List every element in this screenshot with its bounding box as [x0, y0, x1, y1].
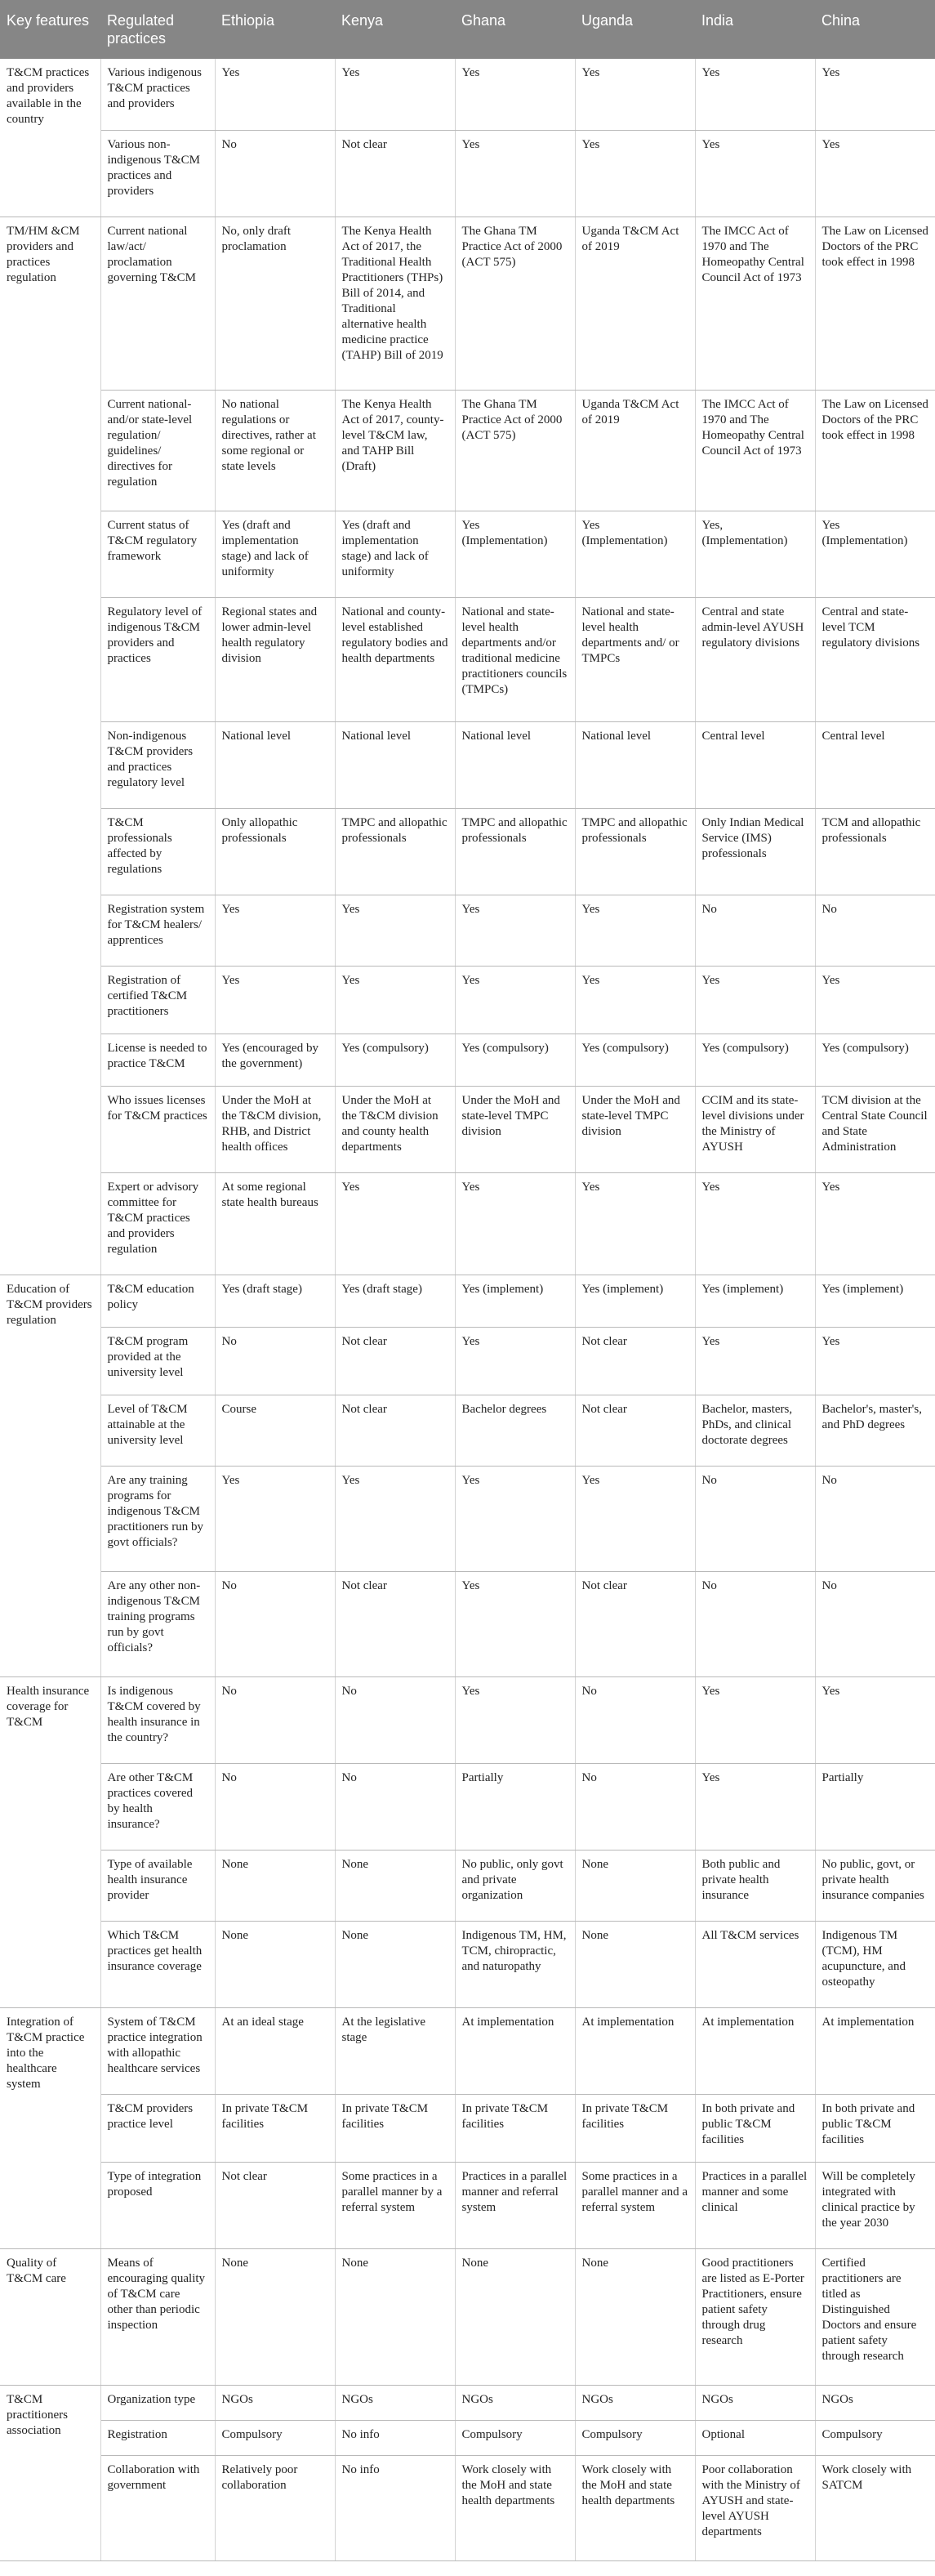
cell-uganda: Yes (implement) — [575, 1275, 695, 1327]
cell-uganda: None — [575, 1921, 695, 2007]
cell-ethiopia: Only allopathic professionals — [215, 808, 335, 895]
cell-uganda: Yes (compulsory) — [575, 1034, 695, 1086]
cell-ethiopia: No — [215, 130, 335, 217]
cell-kenya: NGOs — [335, 2385, 455, 2420]
cell-india: Yes (compulsory) — [695, 1034, 815, 1086]
key-feature-cell: Health insurance coverage for T&CM — [0, 1676, 100, 2007]
table-row — [0, 808, 935, 895]
cell-ghana: The Ghana TM Practice Act of 2000 (ACT 575) — [455, 390, 575, 511]
cell-uganda: Not clear — [575, 1395, 695, 1466]
regulated-practice-cell: Are any other non-indigenous T&CM training programs run by govt officials? — [100, 1571, 215, 1676]
cell-china: No — [815, 1571, 935, 1676]
cell-india: The IMCC Act of 1970 and The Homeopathy Central Council Act of 1973 — [695, 390, 815, 511]
key-feature-cell: Education of T&CM providers regulation — [0, 1275, 100, 1676]
table-row — [0, 390, 935, 511]
table-row — [0, 1571, 935, 1676]
cell-ethiopia: Not clear — [215, 2162, 335, 2248]
cell-kenya: TMPC and allopathic professionals — [335, 808, 455, 895]
cell-china: Yes — [815, 966, 935, 1034]
header-kenya: Kenya — [335, 0, 455, 59]
regulated-practice-cell: T&CM education policy — [100, 1275, 215, 1327]
cell-uganda: Yes — [575, 1466, 695, 1571]
cell-india: Practices in a parallel manner and some clinical — [695, 2162, 815, 2248]
header-uganda: Uganda — [575, 0, 695, 59]
key-feature-cell: TM/HM &CM providers and practices regulation — [0, 217, 100, 1275]
cell-uganda: No — [575, 1763, 695, 1850]
cell-kenya: At the legislative stage — [335, 2007, 455, 2094]
cell-ghana: Indigenous TM, HM, TCM, chiropractic, and naturopathy — [455, 1921, 575, 2007]
cell-ghana: Yes — [455, 895, 575, 966]
table-header — [0, 0, 935, 59]
cell-ethiopia: Relatively poor collaboration — [215, 2455, 335, 2560]
regulated-practice-cell: Means of encouraging quality of T&CM care other than periodic inspection — [100, 2248, 215, 2385]
cell-uganda: Uganda T&CM Act of 2019 — [575, 390, 695, 511]
cell-ghana: Yes (Implementation) — [455, 511, 575, 597]
cell-china: Yes (Implementation) — [815, 511, 935, 597]
regulated-practice-cell: Current national law/act/ proclamation governing T&CM — [100, 217, 215, 390]
regulated-practice-cell: System of T&CM practice integration with allopathic healthcare services — [100, 2007, 215, 2094]
table-row — [0, 2248, 935, 2385]
table-row — [0, 597, 935, 721]
cell-china: No public, govt, or private health insurance companies — [815, 1850, 935, 1921]
header-ethiopia: Ethiopia — [215, 0, 335, 59]
cell-kenya: Not clear — [335, 130, 455, 217]
cell-india: The IMCC Act of 1970 and The Homeopathy Central Council Act of 1973 — [695, 217, 815, 390]
cell-uganda: Some practices in a parallel manner and a referral system — [575, 2162, 695, 2248]
regulated-practice-cell: Which T&CM practices get health insurance coverage — [100, 1921, 215, 2007]
table-body — [0, 59, 935, 2560]
cell-china: NGOs — [815, 2385, 935, 2420]
cell-china: Partially — [815, 1763, 935, 1850]
cell-china: The Law on Licensed Doctors of the PRC took effect in 1998 — [815, 390, 935, 511]
cell-uganda: Yes — [575, 1172, 695, 1275]
cell-kenya: None — [335, 2248, 455, 2385]
cell-kenya: The Kenya Health Act of 2017, the Traditional Health Practitioners (THPs) Bill of 2014, and Traditional alternative health medicine practice (TAHP) Bill of 2019 — [335, 217, 455, 390]
cell-kenya: Yes — [335, 895, 455, 966]
cell-china: Bachelor's, master's, and PhD degrees — [815, 1395, 935, 1466]
regulated-practice-cell: Organization type — [100, 2385, 215, 2420]
cell-ghana: Yes (compulsory) — [455, 1034, 575, 1086]
cell-china: Yes (compulsory) — [815, 1034, 935, 1086]
table-row — [0, 217, 935, 390]
table-row — [0, 511, 935, 597]
table-row — [0, 895, 935, 966]
cell-ghana: Yes — [455, 1676, 575, 1763]
cell-ethiopia: Course — [215, 1395, 335, 1466]
regulated-practice-cell: Who issues licenses for T&CM practices — [100, 1086, 215, 1172]
cell-india: Yes, (Implementation) — [695, 511, 815, 597]
cell-uganda: Uganda T&CM Act of 2019 — [575, 217, 695, 390]
regulated-practice-cell: Registration system for T&CM healers/ apprentices — [100, 895, 215, 966]
cell-uganda: National and state-level health departments and/ or TMPCs — [575, 597, 695, 721]
regulated-practice-cell: Are other T&CM practices covered by health insurance? — [100, 1763, 215, 1850]
cell-india: Yes — [695, 59, 815, 130]
table-row — [0, 130, 935, 217]
cell-ethiopia: Yes — [215, 966, 335, 1034]
cell-ethiopia: Yes (draft stage) — [215, 1275, 335, 1327]
cell-ethiopia: National level — [215, 721, 335, 808]
cell-india: At implementation — [695, 2007, 815, 2094]
cell-ghana: Yes — [455, 1466, 575, 1571]
cell-ethiopia: No national regulations or directives, rather at some regional or state levels — [215, 390, 335, 511]
cell-ethiopia: None — [215, 2248, 335, 2385]
cell-uganda: NGOs — [575, 2385, 695, 2420]
cell-ghana: National and state-level health departments and/or traditional medicine practitioners councils (TMPCs) — [455, 597, 575, 721]
cell-ghana: Yes — [455, 1571, 575, 1676]
cell-china: Central level — [815, 721, 935, 808]
regulated-practice-cell: Level of T&CM attainable at the university level — [100, 1395, 215, 1466]
cell-kenya: Yes (compulsory) — [335, 1034, 455, 1086]
cell-uganda: Yes (Implementation) — [575, 511, 695, 597]
cell-china: The Law on Licensed Doctors of the PRC took effect in 1998 — [815, 217, 935, 390]
cell-uganda: Not clear — [575, 1571, 695, 1676]
cell-china: Work closely with SATCM — [815, 2455, 935, 2560]
regulated-practice-cell: Are any training programs for indigenous T&CM practitioners run by govt officials? — [100, 1466, 215, 1571]
cell-kenya: Yes — [335, 1466, 455, 1571]
cell-ghana: No public, only govt and private organization — [455, 1850, 575, 1921]
cell-uganda: Yes — [575, 130, 695, 217]
cell-ethiopia: No — [215, 1327, 335, 1395]
cell-ghana: Practices in a parallel manner and referral system — [455, 2162, 575, 2248]
cell-china: Yes — [815, 1327, 935, 1395]
cell-ghana: Yes — [455, 1172, 575, 1275]
cell-china: Certified practitioners are titled as Distinguished Doctors and ensure patient safety through research — [815, 2248, 935, 2385]
cell-uganda: TMPC and allopathic professionals — [575, 808, 695, 895]
cell-kenya: No — [335, 1676, 455, 1763]
cell-china: Yes — [815, 59, 935, 130]
cell-india: Both public and private health insurance — [695, 1850, 815, 1921]
cell-uganda: Yes — [575, 59, 695, 130]
cell-uganda: None — [575, 1850, 695, 1921]
table-row — [0, 2455, 935, 2560]
cell-china: No — [815, 1466, 935, 1571]
cell-kenya: No — [335, 1763, 455, 1850]
cell-kenya: National and county-level established regulatory bodies and health departments — [335, 597, 455, 721]
cell-ethiopia: Regional states and lower admin-level health regulatory division — [215, 597, 335, 721]
cell-ethiopia: Yes — [215, 59, 335, 130]
cell-india: Yes — [695, 1172, 815, 1275]
header-regulated-practices: Regulated practices — [100, 0, 215, 59]
cell-india: No — [695, 1571, 815, 1676]
cell-india: Yes — [695, 130, 815, 217]
cell-kenya: Not clear — [335, 1571, 455, 1676]
cell-kenya: None — [335, 1921, 455, 2007]
cell-india: Yes — [695, 966, 815, 1034]
cell-india: Bachelor, masters, PhDs, and clinical doctorate degrees — [695, 1395, 815, 1466]
cell-ethiopia: No — [215, 1571, 335, 1676]
cell-india: No — [695, 1466, 815, 1571]
regulated-practice-cell: T&CM program provided at the university level — [100, 1327, 215, 1395]
regulated-practice-cell: Non-indigenous T&CM providers and practices regulatory level — [100, 721, 215, 808]
cell-india: Yes (implement) — [695, 1275, 815, 1327]
cell-kenya: None — [335, 1850, 455, 1921]
cell-uganda: At implementation — [575, 2007, 695, 2094]
cell-uganda: Yes — [575, 966, 695, 1034]
cell-india: Yes — [695, 1676, 815, 1763]
table-row — [0, 1921, 935, 2007]
cell-uganda: Under the MoH and state-level TMPC division — [575, 1086, 695, 1172]
cell-india: Yes — [695, 1763, 815, 1850]
table-row — [0, 966, 935, 1034]
regulated-practice-cell: Various indigenous T&CM practices and providers — [100, 59, 215, 130]
cell-ghana: The Ghana TM Practice Act of 2000 (ACT 575) — [455, 217, 575, 390]
cell-india: Central level — [695, 721, 815, 808]
cell-kenya: The Kenya Health Act of 2017, county-level T&CM law, and TAHP Bill (Draft) — [335, 390, 455, 511]
table-row — [0, 2162, 935, 2248]
table-row — [0, 1395, 935, 1466]
cell-ethiopia: None — [215, 1921, 335, 2007]
header-india: India — [695, 0, 815, 59]
table-row — [0, 721, 935, 808]
cell-india: Only Indian Medical Service (IMS) professionals — [695, 808, 815, 895]
cell-china: Yes (implement) — [815, 1275, 935, 1327]
table-row — [0, 1676, 935, 1763]
key-feature-cell: Integration of T&CM practice into the healthcare system — [0, 2007, 100, 2248]
table-row — [0, 2007, 935, 2094]
cell-ghana: None — [455, 2248, 575, 2385]
cell-kenya: Not clear — [335, 1395, 455, 1466]
cell-kenya: National level — [335, 721, 455, 808]
cell-ethiopia: Compulsory — [215, 2420, 335, 2455]
cell-uganda: In private T&CM facilities — [575, 2094, 695, 2162]
cell-kenya: In private T&CM facilities — [335, 2094, 455, 2162]
cell-ghana: Yes — [455, 966, 575, 1034]
regulated-practice-cell: T&CM providers practice level — [100, 2094, 215, 2162]
header-china: China — [815, 0, 935, 59]
cell-ethiopia: Yes — [215, 1466, 335, 1571]
cell-ghana: Bachelor degrees — [455, 1395, 575, 1466]
regulated-practice-cell: Is indigenous T&CM covered by health insurance in the country? — [100, 1676, 215, 1763]
cell-kenya: Yes — [335, 1172, 455, 1275]
cell-ghana: Yes — [455, 130, 575, 217]
cell-india: No — [695, 895, 815, 966]
cell-india: CCIM and its state-level divisions under the Ministry of AYUSH — [695, 1086, 815, 1172]
cell-ghana: Yes (implement) — [455, 1275, 575, 1327]
regulated-practice-cell: Collaboration with government — [100, 2455, 215, 2560]
cell-china: Compulsory — [815, 2420, 935, 2455]
cell-ethiopia: At an ideal stage — [215, 2007, 335, 2094]
header-ghana: Ghana — [455, 0, 575, 59]
cell-kenya: Yes — [335, 59, 455, 130]
table-row — [0, 1086, 935, 1172]
regulated-practice-cell: Expert or advisory committee for T&CM practices and providers regulation — [100, 1172, 215, 1275]
regulated-practice-cell: Various non-indigenous T&CM practices and providers — [100, 130, 215, 217]
regulated-practice-cell: Registration of certified T&CM practitioners — [100, 966, 215, 1034]
table-row — [0, 1850, 935, 1921]
cell-china: TCM and allopathic professionals — [815, 808, 935, 895]
cell-ghana: At implementation — [455, 2007, 575, 2094]
cell-uganda: National level — [575, 721, 695, 808]
cell-china: No — [815, 895, 935, 966]
cell-ethiopia: NGOs — [215, 2385, 335, 2420]
key-feature-cell: T&CM practices and providers available in the country — [0, 59, 100, 217]
regulated-practice-cell: Type of available health insurance provider — [100, 1850, 215, 1921]
cell-ethiopia: No, only draft proclamation — [215, 217, 335, 390]
regulated-practice-cell: Regulatory level of indigenous T&CM providers and practices — [100, 597, 215, 721]
regulated-practice-cell: Registration — [100, 2420, 215, 2455]
cell-ethiopia: Yes (encouraged by the government) — [215, 1034, 335, 1086]
cell-ethiopia: Yes — [215, 895, 335, 966]
cell-kenya: Yes — [335, 966, 455, 1034]
regulated-practice-cell: License is needed to practice T&CM — [100, 1034, 215, 1086]
cell-ethiopia: No — [215, 1763, 335, 1850]
cell-ghana: Compulsory — [455, 2420, 575, 2455]
table-row — [0, 59, 935, 130]
cell-kenya: Under the MoH at the T&CM division and county health departments — [335, 1086, 455, 1172]
cell-india: NGOs — [695, 2385, 815, 2420]
header-row — [0, 0, 935, 59]
cell-kenya: Some practices in a parallel manner by a referral system — [335, 2162, 455, 2248]
cell-ghana: Partially — [455, 1763, 575, 1850]
cell-ghana: Work closely with the MoH and state health departments — [455, 2455, 575, 2560]
cell-ghana: Yes — [455, 1327, 575, 1395]
cell-india: Good practitioners are listed as E-Porter Practitioners, ensure patient safety through drug research — [695, 2248, 815, 2385]
cell-ghana: TMPC and allopathic professionals — [455, 808, 575, 895]
cell-uganda: Yes — [575, 895, 695, 966]
cell-china: Central and state-level TCM regulatory divisions — [815, 597, 935, 721]
regulated-practice-cell: Current national- and/or state-level regulation/ guidelines/ directives for regulation — [100, 390, 215, 511]
cell-china: Indigenous TM (TCM), HM acupuncture, and osteopathy — [815, 1921, 935, 2007]
cell-india: Yes — [695, 1327, 815, 1395]
cell-ghana: Yes — [455, 59, 575, 130]
header-key-features: Key features — [0, 0, 100, 59]
key-feature-cell: T&CM practitioners association — [0, 2385, 100, 2560]
table-row — [0, 1275, 935, 1327]
cell-china: At implementation — [815, 2007, 935, 2094]
table-row — [0, 2094, 935, 2162]
cell-kenya: Yes (draft and implementation stage) and lack of uniformity — [335, 511, 455, 597]
table-row — [0, 1466, 935, 1571]
cell-kenya: Not clear — [335, 1327, 455, 1395]
cell-uganda: None — [575, 2248, 695, 2385]
cell-india: Optional — [695, 2420, 815, 2455]
cell-uganda: Work closely with the MoH and state health departments — [575, 2455, 695, 2560]
cell-china: Yes — [815, 1172, 935, 1275]
cell-china: Yes — [815, 130, 935, 217]
cell-ethiopia: In private T&CM facilities — [215, 2094, 335, 2162]
table-row — [0, 1172, 935, 1275]
cell-china: In both private and public T&CM facilities — [815, 2094, 935, 2162]
cell-india: Poor collaboration with the Ministry of AYUSH and state-level AYUSH departments — [695, 2455, 815, 2560]
cell-kenya: No info — [335, 2455, 455, 2560]
cell-kenya: No info — [335, 2420, 455, 2455]
cell-uganda: Compulsory — [575, 2420, 695, 2455]
regulated-practice-cell: Current status of T&CM regulatory framework — [100, 511, 215, 597]
table-row — [0, 2420, 935, 2455]
cell-ethiopia: Under the MoH at the T&CM division, RHB, and District health offices — [215, 1086, 335, 1172]
cell-uganda: Not clear — [575, 1327, 695, 1395]
cell-uganda: No — [575, 1676, 695, 1763]
table-row — [0, 1034, 935, 1086]
key-feature-cell: Quality of T&CM care — [0, 2248, 100, 2385]
cell-ethiopia: No — [215, 1676, 335, 1763]
regulated-practice-cell: Type of integration proposed — [100, 2162, 215, 2248]
cell-ghana: Under the MoH and state-level TMPC division — [455, 1086, 575, 1172]
table-row — [0, 2385, 935, 2420]
regulated-practice-cell: T&CM professionals affected by regulations — [100, 808, 215, 895]
cell-china: Yes — [815, 1676, 935, 1763]
cell-ethiopia: Yes (draft and implementation stage) and lack of uniformity — [215, 511, 335, 597]
cell-china: TCM division at the Central State Council and State Administration — [815, 1086, 935, 1172]
cell-india: All T&CM services — [695, 1921, 815, 2007]
cell-ghana: National level — [455, 721, 575, 808]
table-row — [0, 1327, 935, 1395]
cell-kenya: Yes (draft stage) — [335, 1275, 455, 1327]
table-row — [0, 1763, 935, 1850]
cell-india: In both private and public T&CM facilities — [695, 2094, 815, 2162]
cell-ethiopia: None — [215, 1850, 335, 1921]
cell-india: Central and state admin-level AYUSH regulatory divisions — [695, 597, 815, 721]
cell-china: Will be completely integrated with clinical practice by the year 2030 — [815, 2162, 935, 2248]
cell-ethiopia: At some regional state health bureaus — [215, 1172, 335, 1275]
cell-ghana: NGOs — [455, 2385, 575, 2420]
cell-ghana: In private T&CM facilities — [455, 2094, 575, 2162]
